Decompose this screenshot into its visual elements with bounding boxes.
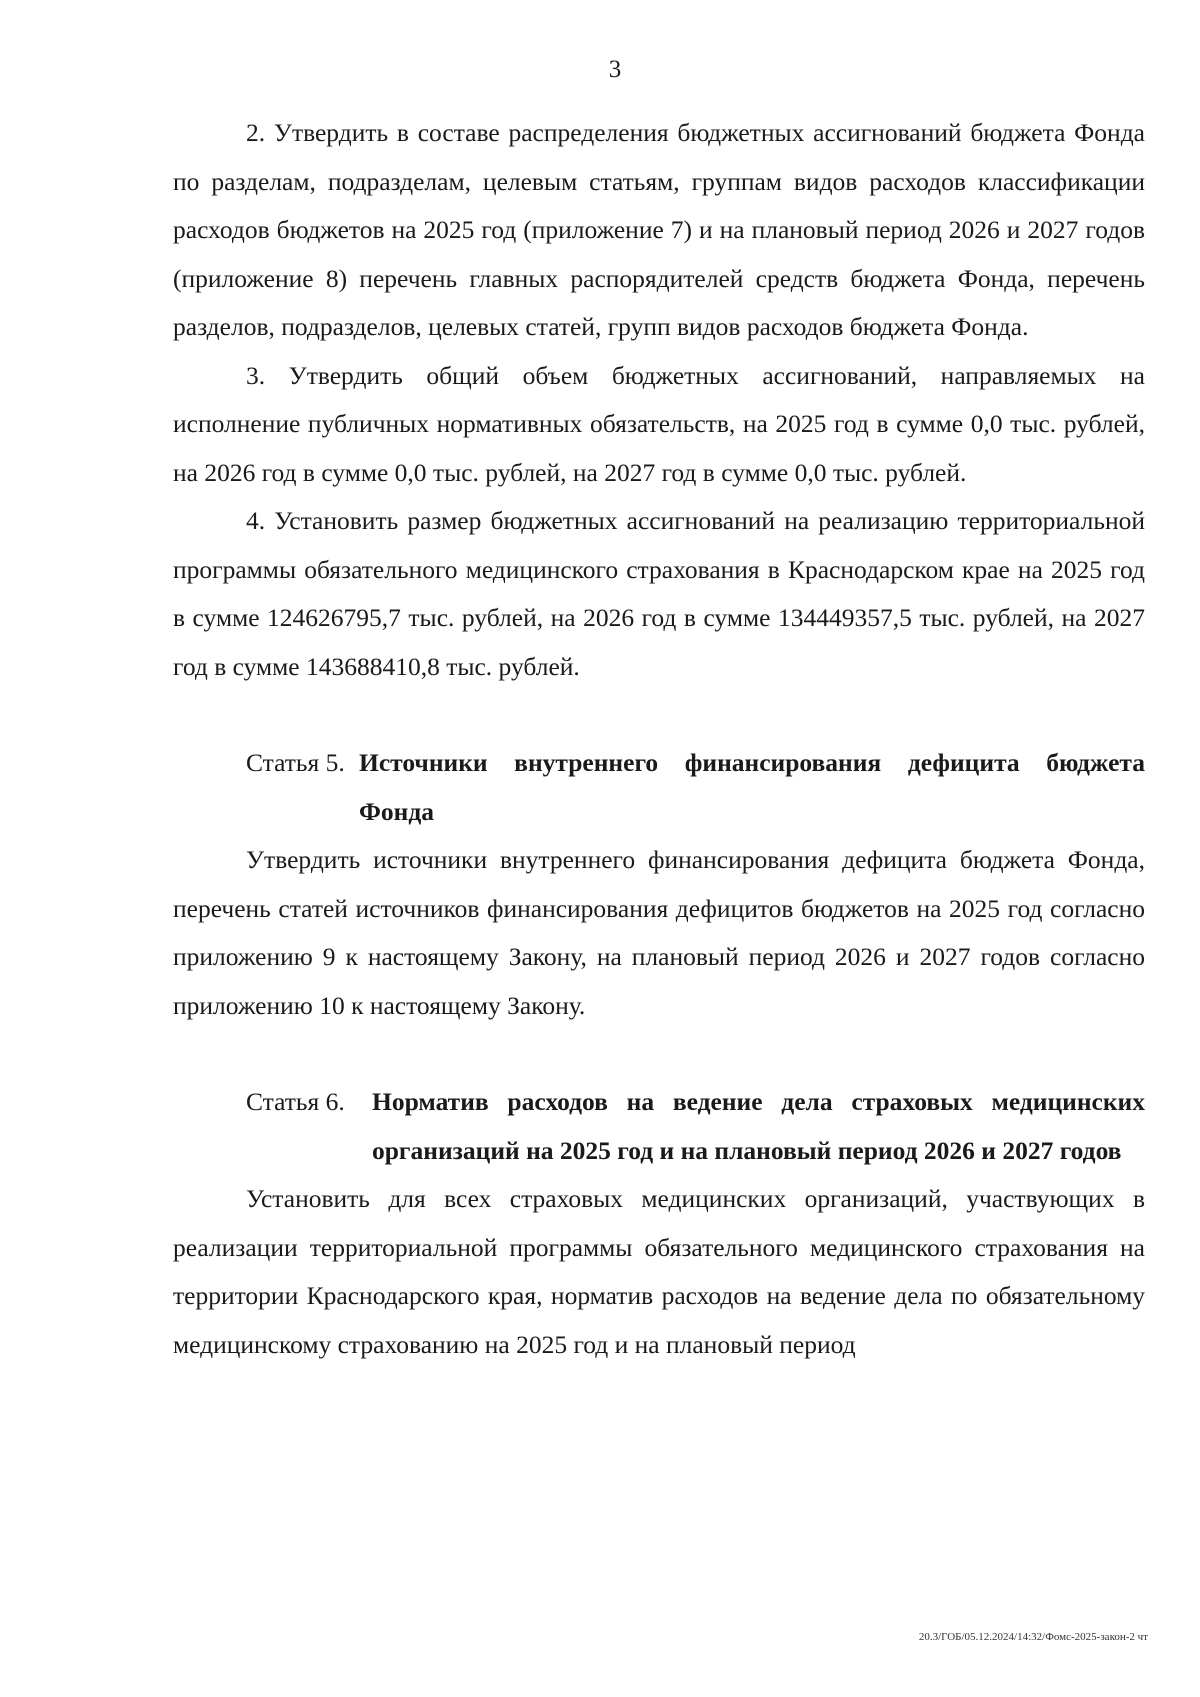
article-5-title: Источники внутреннего финансирования дефицита бюджета Фонда	[359, 748, 1145, 826]
page-number: 3	[608, 56, 622, 83]
article-5-heading	[173, 739, 1145, 836]
article-5-label: Статья 5.	[246, 748, 345, 777]
article-6-heading	[173, 1078, 1145, 1175]
document-footer-stamp: 20.3/ГОБ/05.12.2024/14:32/Фомс-2025-закон-2 чт	[918, 1631, 1148, 1643]
article-5-body: Утвердить источники внутреннего финансирования дефицита бюджета Фонда, перечень статей источников финансирования дефицитов бюджетов на 2025 год согласно приложению 9 к настоящему Закону, на плановый период 2026 и 2027 годов согласно приложению 10 к настоящему Закону.	[173, 845, 1145, 1020]
article-6-body: Установить для всех страховых медицинских организаций, участвующих в реализации территориальной программы обязательного медицинского страхования на территории Краснодарского края, норматив расходов на ведение дела по обязательному медицинскому страхованию на 2025 год и на плановый период	[173, 1184, 1145, 1359]
paragraph-3: 3. Утвердить общий объем бюджетных ассигнований, направляемых на исполнение публичных нормативных обязательств, на 2025 год в сумме 0,0 тыс. рублей, на 2026 год в сумме 0,0 тыс. рублей, на 2027 год в сумме 0,0 тыс. рублей.	[173, 360, 1145, 487]
paragraph-4: 4. Установить размер бюджетных ассигнований на реализацию территориальной программы обязательного медицинского страхования в Краснодарском крае на 2025 год в сумме 124626795,7 тыс. рублей, на 2026 год в сумме 134449357,5 тыс. рублей, на 2027 год в сумме 143688410,8 тыс. рублей.	[173, 506, 1145, 681]
article-6-label: Статья 6.	[246, 1087, 345, 1116]
paragraph-2: 2. Утвердить в составе распределения бюджетных ассигнований бюджета Фонда по разделам, подразделам, целевым статьям, группам видов расходов классификации расходов бюджетов на 2025 год (приложение 7) и на плановый период 2026 и 2027 годов (приложение 8) перечень главных распорядителей средств бюджета Фонда, перечень разделов, подразделов, целевых статей, групп видов расходов бюджета Фонда.	[173, 118, 1145, 341]
article-6-title: Норматив расходов на ведение дела страховых медицинских организаций на 2025 год и на плановый период 2026 и 2027 годов	[372, 1087, 1145, 1165]
document-body	[173, 109, 1145, 1369]
